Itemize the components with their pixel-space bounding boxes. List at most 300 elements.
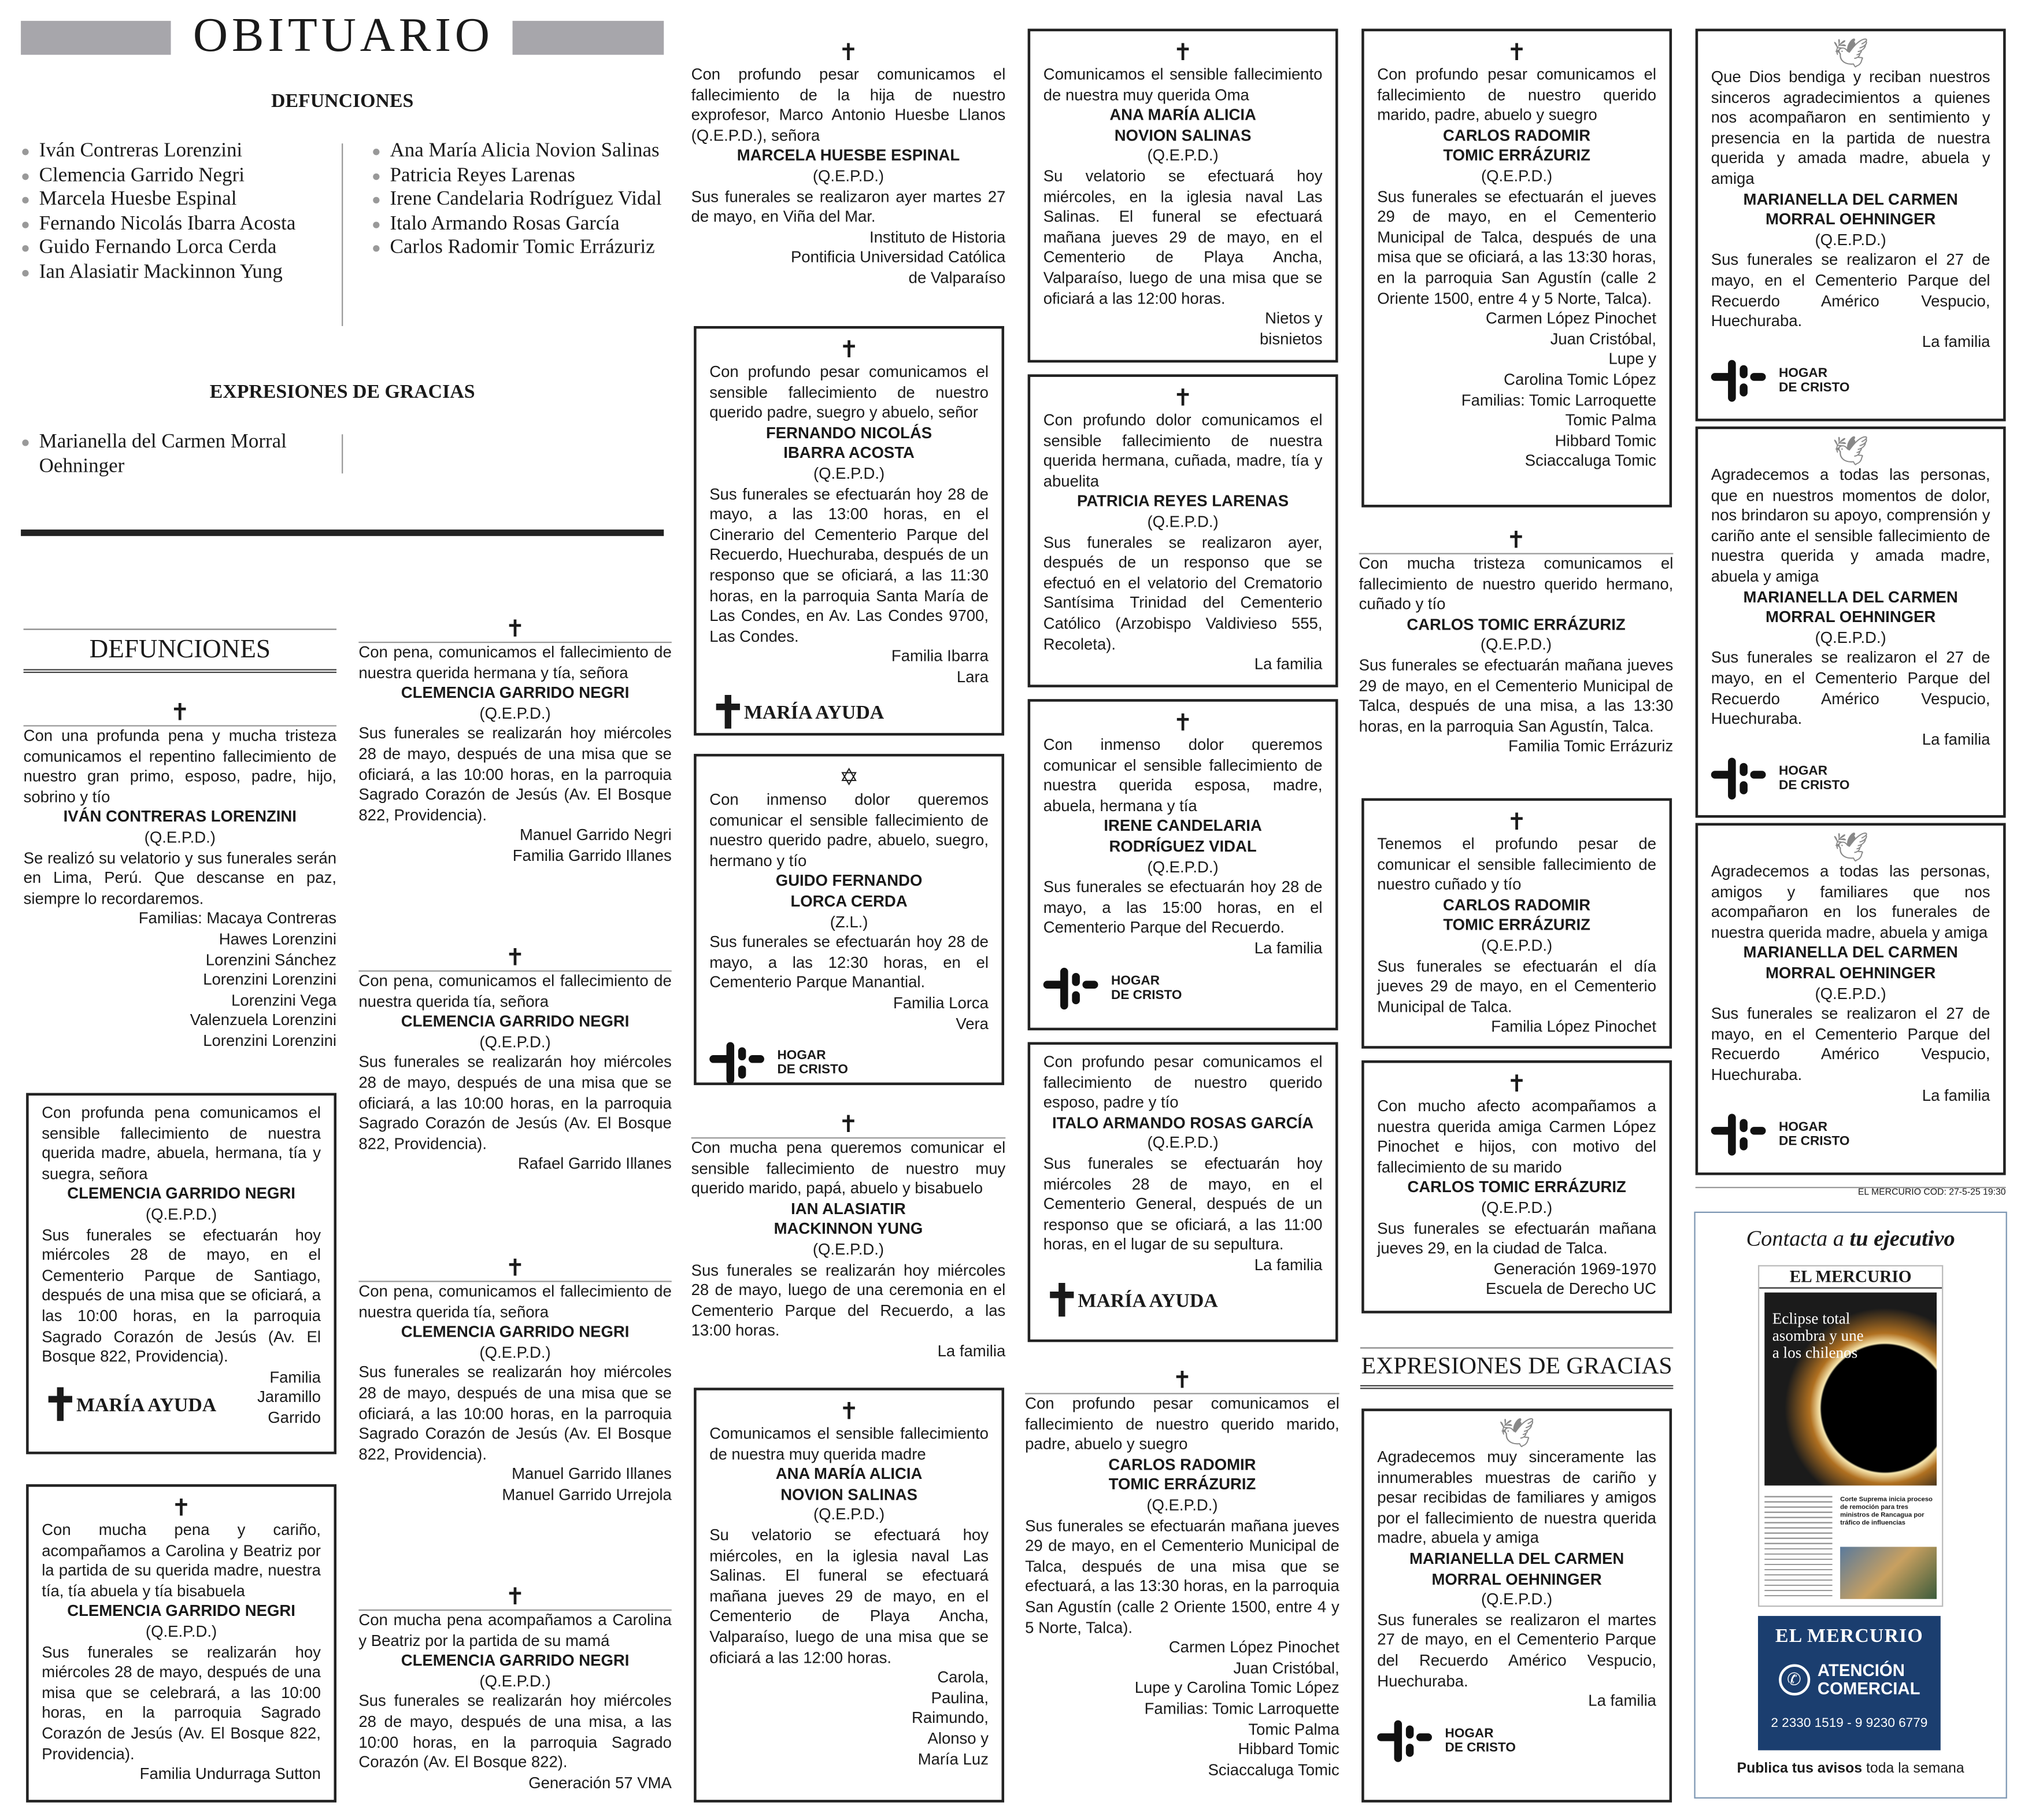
hogar-line-2: DE CRISTO bbox=[1111, 987, 1182, 1003]
notice-details: Sus funerales se efectuarán el jueves 29 de mayo, en el Cementerio Municipal de Talca, después de una misa que se oficiará, a las 13:30 horas, en la parroquia San Agustín (calle 2 Oriente 1500, entre 4 y 5 Norte, Talca). bbox=[1377, 187, 1656, 308]
deceased-name-2: TOMIC ERRÁZURIZ bbox=[1443, 916, 1590, 935]
hogar-de-cristo-mark-icon bbox=[1711, 758, 1768, 800]
notice-intro: Con mucho afecto acompañamos a nuestra querida amiga Carmen López Pinochet e hijos, con motivo del fallecimiento de su marido bbox=[1377, 1097, 1656, 1177]
hogar-line-1: HOGAR bbox=[1779, 367, 1828, 382]
signature-block bbox=[1043, 1256, 1323, 1276]
signature-line: Juan Cristóbal, bbox=[1233, 1658, 1339, 1677]
notice-clemencia-garrido-6 bbox=[358, 1584, 671, 1794]
signature-line: Lara bbox=[956, 667, 989, 686]
signature-line: Familia Garrido Illanes bbox=[512, 846, 672, 865]
notice-intro: Con una profunda pena y mucha tristeza comunicamos el repentino fallecimiento de nuestro gran primo, esposo, padre, hijo, sobrino y tío bbox=[23, 726, 337, 806]
signature-line: Escuela de Derecho UC bbox=[1486, 1279, 1656, 1299]
notice-details: Sus funerales se realizaron el 27 de mayo, en el Cementerio Parque del Recuerdo Américo Vespucio, Huechuraba. bbox=[1711, 1004, 1990, 1084]
ad-cta-bold: Publica tus avisos bbox=[1737, 1760, 1863, 1777]
crucifix-icon: ✝ bbox=[42, 1382, 79, 1430]
notice-intro: Con mucha pena queremos comunicar el sensible fallecimiento de nuestro muy querido marido, papá, abuelo y bisabuelo bbox=[691, 1138, 1006, 1198]
deceased-name: GUIDO FERNANDO bbox=[775, 871, 923, 890]
hogar-line-1: HOGAR bbox=[1779, 764, 1828, 779]
index-gracias-heading: EXPRESIONES DE GRACIAS bbox=[209, 382, 475, 404]
notice-intro: Con profundo dolor comunicamos el sensible fallecimiento de nuestra querida hermana, cuñada, madre, tía y abuelita bbox=[1043, 410, 1323, 490]
signature-block bbox=[1711, 1086, 1990, 1106]
index-entry: Irene Candelaria Rodríguez Vidal bbox=[373, 188, 667, 212]
signature-line: Jaramillo bbox=[257, 1388, 321, 1407]
deceased-name: MARIANELLA DEL CARMEN bbox=[1743, 190, 1958, 208]
index-divider bbox=[342, 143, 343, 326]
ad-brand-box bbox=[1758, 1616, 1941, 1750]
deceased-name: CARLOS RADOMIR bbox=[1108, 1455, 1256, 1474]
cross-icon: ✝ bbox=[1025, 1367, 1339, 1394]
signature-line: La familia bbox=[1588, 1692, 1656, 1710]
index-entry: Ian Alasiatir Mackinnon Yung bbox=[22, 261, 328, 285]
index-list-col2 bbox=[373, 139, 667, 261]
deceased-name: IRENE CANDELARIA bbox=[1104, 817, 1262, 835]
notice-intro: Con profundo pesar comunicamos el sensible fallecimiento de nuestro querido padre, suegro y abuelo, señor bbox=[709, 362, 989, 422]
qepd-label: (Q.E.P.D.) bbox=[1481, 1198, 1553, 1217]
dove-icon: 🕊 bbox=[1498, 1416, 1535, 1449]
index-entry: Fernando Nicolás Ibarra Acosta bbox=[22, 212, 328, 236]
signature-line: Familias: Tomic Larroquette bbox=[1461, 390, 1656, 409]
hogar-line-1: HOGAR bbox=[1111, 974, 1160, 988]
signature-line: Hawes Lorenzini bbox=[219, 930, 337, 948]
qepd-label: (Q.E.P.D.) bbox=[1481, 1590, 1553, 1608]
signature-block bbox=[1043, 939, 1323, 959]
hogar-line-1: HOGAR bbox=[1779, 1120, 1828, 1135]
signature-line: Manuel Garrido Urrejola bbox=[502, 1485, 672, 1504]
deceased-name-2: MACKINNON YUNG bbox=[774, 1220, 923, 1238]
signature-line: La familia bbox=[937, 1342, 1006, 1360]
signature-line: Paulina, bbox=[931, 1688, 989, 1707]
deceased-name-2: LORCA CERDA bbox=[790, 891, 908, 911]
signature-line: Familias: Tomic Larroquette bbox=[1144, 1699, 1339, 1718]
ad-cta-rest: toda la semana bbox=[1862, 1760, 1964, 1777]
index-list-col1 bbox=[22, 139, 328, 285]
hogar-de-cristo-logo bbox=[1711, 758, 1990, 800]
deceased-name-2: NOVION SALINAS bbox=[780, 1485, 917, 1504]
notice-carlos-tomic-2 bbox=[1361, 29, 1672, 508]
notice-clemencia-garrido-5 bbox=[358, 1255, 671, 1505]
signature-line: Lorenzini Sánchez bbox=[205, 950, 337, 969]
notice-italo-rosas bbox=[1028, 1042, 1338, 1342]
signature-line: Carola, bbox=[937, 1668, 989, 1687]
deceased-name: CLEMENCIA GARRIDO NEGRI bbox=[401, 1012, 630, 1031]
cross-icon: ✝ bbox=[1359, 527, 1674, 554]
cross-icon: ✝ bbox=[839, 1398, 859, 1425]
notice-marianella-morral-2 bbox=[1696, 29, 2006, 421]
cross-icon: ✝ bbox=[1507, 1071, 1527, 1097]
deceased-name-2: TOMIC ERRÁZURIZ bbox=[1443, 146, 1590, 165]
signature-line: Carmen López Pinochet bbox=[1485, 309, 1656, 328]
deceased-name: MARIANELLA DEL CARMEN bbox=[1743, 587, 1958, 606]
deceased-name: ITALO ARMANDO ROSAS GARCÍA bbox=[1052, 1114, 1314, 1132]
cross-icon: ✝ bbox=[839, 336, 859, 363]
notice-details: Su velatorio se efectuará hoy miércoles, en la iglesia naval Las Salinas. El funeral se efectuará mañana jueves 29 de mayo, en el Cementerio de Playa Ancha, Valparaíso, luego de una misa que se oficiará a las 12:00 horas. bbox=[709, 1526, 989, 1666]
notice-clemencia-garrido-3 bbox=[358, 616, 671, 867]
deceased-name: PATRICIA REYES LARENAS bbox=[1077, 492, 1289, 511]
signature-line: Familia Tomic Errázuriz bbox=[1508, 737, 1674, 756]
notice-carlos-tomic-5 bbox=[1361, 1060, 1672, 1314]
signature-line: La familia bbox=[1922, 332, 1990, 351]
cross-icon: ✝ bbox=[358, 1584, 671, 1611]
cross-icon: ✝ bbox=[691, 1111, 1006, 1138]
notice-intro: Con profundo pesar comunicamos el fallecimiento de nuestro querido esposo, padre y tío bbox=[1043, 1052, 1323, 1112]
cross-icon: ✝ bbox=[838, 39, 858, 65]
qepd-label: (Q.E.P.D.) bbox=[145, 1205, 217, 1223]
qepd-label: (Q.E.P.D.) bbox=[1147, 1134, 1219, 1152]
notice-intro: Con pena, comunicamos el fallecimiento de nuestra querida hermana y tía, señora bbox=[358, 643, 672, 682]
index-defunciones-heading: DEFUNCIONES bbox=[271, 91, 414, 113]
qepd-label: (Q.E.P.D.) bbox=[1146, 1496, 1218, 1515]
hogar-de-cristo-logo bbox=[709, 1042, 989, 1084]
signature-block bbox=[1711, 730, 1990, 750]
cross-icon: ✝ bbox=[358, 944, 671, 971]
qepd-label: (Q.E.P.D.) bbox=[1147, 512, 1219, 531]
notice-details: Sus funerales se efectuarán mañana jueves 29, en la ciudad de Talca. bbox=[1377, 1219, 1656, 1258]
notice-intro: Con pena, comunicamos el fallecimiento de nuestra querida tía, señora bbox=[358, 1282, 672, 1321]
signature-block bbox=[709, 648, 989, 688]
section-head-gracias: EXPRESIONES DE GRACIAS bbox=[1360, 1347, 1673, 1389]
paper-masthead: EL MERCURIO bbox=[1759, 1266, 1942, 1288]
ad-title-a: Contacta a bbox=[1746, 1226, 1850, 1251]
signature-block bbox=[709, 994, 989, 1034]
signature-line: Garrido bbox=[268, 1408, 321, 1427]
paper-bottom-photo bbox=[1840, 1547, 1937, 1599]
maria-ayuda-logo bbox=[709, 689, 989, 738]
deceased-name: IVÁN CONTRERAS LORENZINI bbox=[63, 808, 297, 826]
maria-ayuda-text: MARÍA AYUDA bbox=[743, 702, 885, 724]
signature-line: Familia López Pinochet bbox=[1491, 1018, 1656, 1036]
hogar-line-2: DE CRISTO bbox=[1779, 381, 1850, 396]
index-list-gracias bbox=[22, 430, 328, 479]
notice-intro: Comunicamos el sensible fallecimiento de nuestra muy querida Oma bbox=[1043, 65, 1323, 104]
cross-icon: ✝ bbox=[1507, 808, 1527, 835]
notice-intro: Que Dios bendiga y reciban nuestros sinceros agradecimientos a quienes nos acompañaron en sentimiento y presencia en la partida de nuestra querida y amada madre, abuela y amiga bbox=[1711, 68, 1990, 188]
notice-clemencia-garrido-1 bbox=[26, 1093, 336, 1454]
notice-details: Sus funerales se realizaron el 27 de mayo, en el Cementerio Parque del Recuerdo Américo Vespucio, Huechuraba. bbox=[1711, 250, 1990, 331]
qepd-label: (Q.E.P.D.) bbox=[479, 1343, 551, 1362]
dove-icon: 🕊 bbox=[1832, 434, 1869, 467]
qepd-label: (Q.E.P.D.) bbox=[1147, 146, 1219, 165]
notice-intro: Agradecemos a todas las personas, que en nuestros momentos de dolor, nos brindaron su apoyo, comprensión y cariño ante el sensible fallecimiento de nuestra querida y amada madre, abuela y amiga bbox=[1711, 465, 1990, 586]
qepd-label: (Q.E.P.D.) bbox=[812, 1240, 885, 1259]
notice-carlos-tomic-4 bbox=[1361, 798, 1672, 1049]
qepd-label: (Q.E.P.D.) bbox=[1481, 167, 1553, 186]
signature-line: La familia bbox=[1254, 1256, 1323, 1274]
cross-icon: ✝ bbox=[24, 699, 336, 726]
notice-ian-mackinnon bbox=[691, 1111, 1006, 1362]
deceased-name: MARIANELLA DEL CARMEN bbox=[1743, 943, 1958, 962]
notice-intro: Con profunda pena comunicamos el sensible fallecimiento de nuestra querida madre, abuela, hermana, tía y suegra, señora bbox=[42, 1103, 321, 1183]
notice-ivan-contreras bbox=[24, 699, 336, 1052]
signature-line: Familia Ibarra bbox=[891, 647, 989, 666]
signature-line: Tomic Palma bbox=[1565, 410, 1656, 430]
signature-row bbox=[42, 1368, 321, 1429]
advertisement[interactable] bbox=[1694, 1212, 2007, 1799]
signature-line: La familia bbox=[1254, 939, 1323, 957]
notice-carlos-tomic-3 bbox=[1359, 527, 1674, 757]
hogar-de-cristo-logo bbox=[1043, 967, 1323, 1009]
notice-marianella-morral-1 bbox=[1361, 1408, 1672, 1802]
notice-intro: Con profundo pesar comunicamos el fallecimiento de nuestro querido marido, padre, abuelo y suegro bbox=[1025, 1394, 1339, 1453]
deceased-name-2: MORRAL OEHNINGER bbox=[1765, 210, 1936, 229]
deceased-name: FERNANDO NICOLÁS bbox=[765, 423, 932, 442]
notice-intro: Con profundo pesar comunicamos el fallecimiento de la hija de nuestro exprofesor, Marco Antonio Huesbe Llanos (Q.E.P.D.), señora bbox=[691, 65, 1006, 145]
signature-line: Generación 1969-1970 bbox=[1493, 1259, 1656, 1278]
hogar-de-cristo-mark-icon bbox=[1043, 967, 1101, 1009]
notice-details: Sus funerales se efectuarán mañana jueves 29 de mayo, en el Cementerio Municipal de Talca, después de una misa, a las 13:30 horas, en la parroquia San Agustín, Talca. bbox=[1359, 656, 1674, 735]
ad-service-l2: COMERCIAL bbox=[1817, 1678, 1920, 1699]
cross-icon: ✝ bbox=[1173, 384, 1193, 411]
hogar-line-2: DE CRISTO bbox=[777, 1063, 848, 1078]
notice-clemencia-garrido-4 bbox=[358, 944, 671, 1175]
signature-line: Rafael Garrido Illanes bbox=[517, 1155, 672, 1173]
signature-line: Alonso y bbox=[927, 1729, 989, 1748]
hogar-line-2: DE CRISTO bbox=[1445, 1740, 1516, 1755]
cross-icon: ✝ bbox=[1507, 39, 1527, 65]
maria-ayuda-logo bbox=[42, 1382, 217, 1430]
qepd-label: (Q.E.P.D.) bbox=[1147, 857, 1219, 876]
notice-intro: Con mucha pena acompañamos a Carolina y Beatriz por la partida de su mamá bbox=[358, 1611, 672, 1649]
crucifix-icon: ✝ bbox=[1043, 1277, 1081, 1326]
hogar-de-cristo-logo bbox=[1711, 360, 1990, 402]
signature-line: Familia Undurraga Sutton bbox=[139, 1764, 321, 1784]
index-bottom-rule bbox=[21, 530, 664, 536]
notice-marcela-huesbe bbox=[691, 39, 1006, 289]
notice-intro: Con profundo pesar comunicamos el fallecimiento de nuestro querido marido, padre, abuelo y suegro bbox=[1377, 65, 1656, 124]
deceased-name: CARLOS RADOMIR bbox=[1443, 896, 1591, 914]
hogar-line-2: DE CRISTO bbox=[1779, 1134, 1850, 1149]
ad-service-l1: ATENCIÓN bbox=[1817, 1660, 1905, 1680]
qepd-label: (Q.E.P.D.) bbox=[1815, 628, 1886, 647]
signature-line: Familias: Macaya Contreras bbox=[138, 909, 337, 928]
hogar-line-2: DE CRISTO bbox=[1779, 779, 1850, 794]
notice-details: Sus funerales se efectuarán hoy miércoles 28 de mayo, en el Cementerio Parque de Santiago, después de una misa que se oficiará, a las 10:00 horas, en la parroquia Sagrado Corazón de Jesús (Av. El Bosque 822, Providencia). bbox=[42, 1225, 321, 1366]
signature-line: Valenzuela Lorenzini bbox=[190, 1011, 337, 1030]
hogar-de-cristo-mark-icon bbox=[709, 1042, 767, 1084]
notice-details: Sus funerales se realizaron el 27 de mayo, en el Cementerio Parque del Recuerdo Américo Vespucio, Huechuraba. bbox=[1711, 648, 1990, 728]
index-entry: Ana María Alicia Novion Salinas bbox=[373, 139, 667, 164]
notice-details: Sus funerales se realizarán hoy miércoles 28 de mayo, después de una misa que se oficiará, a las 10:00 horas, en la parroquia Sagrado Corazón de Jesús (Av. El Bosque 822, Providencia). bbox=[358, 724, 672, 824]
signature-line: Hibbard Tomic bbox=[1238, 1740, 1339, 1759]
notice-patricia-reyes bbox=[1028, 374, 1338, 687]
notice-irene-rodriguez bbox=[1028, 699, 1338, 1030]
cross-icon: ✝ bbox=[358, 616, 671, 643]
signature-line: Manuel Garrido Illanes bbox=[512, 1465, 672, 1484]
signature-line: Carmen López Pinochet bbox=[1168, 1638, 1339, 1657]
index-entry: Iván Contreras Lorenzini bbox=[22, 139, 328, 164]
signature-line: Juan Cristóbal, bbox=[1550, 330, 1656, 348]
notice-details: Sus funerales se realizarán hoy miércoles 28 de mayo, después de una misa, a las 10:00 horas, en la parroquia Sagrado Corazón (Av. El Bosque 822). bbox=[358, 1692, 672, 1771]
star-of-david-icon: ✡ bbox=[839, 764, 859, 791]
signature-line: La familia bbox=[1922, 1086, 1990, 1104]
paper-headline: Eclipse total asombra y une a los chilenos bbox=[1772, 1309, 1864, 1362]
signature-line: La familia bbox=[1922, 730, 1990, 749]
deceased-name: CARLOS TOMIC ERRÁZURIZ bbox=[1407, 1178, 1626, 1197]
cross-icon: ✝ bbox=[1173, 39, 1193, 65]
qepd-label: (Q.E.P.D.) bbox=[1481, 936, 1553, 955]
signature-line: Lorenzini Lorenzini bbox=[203, 970, 337, 989]
hogar-de-cristo-text bbox=[1779, 765, 1849, 794]
notice-details: Se realizó su velatorio y sus funerales serán en Lima, Perú. Que descanse en paz, siempre lo recordaremos. bbox=[23, 848, 337, 908]
deceased-name: CLEMENCIA GARRIDO NEGRI bbox=[401, 1651, 630, 1670]
signature-block bbox=[257, 1368, 321, 1429]
qepd-label: (Z.L.) bbox=[830, 912, 868, 931]
hogar-de-cristo-text bbox=[1445, 1726, 1516, 1755]
qepd-label: (Q.E.P.D.) bbox=[812, 167, 885, 186]
section-head-defunciones: DEFUNCIONES bbox=[24, 628, 336, 673]
notice-details: Sus funerales se efectuarán mañana jueves 29 de mayo, en el Cementerio Municipal de Talca, después de una misa que se efectuará, a las 13:30 horas, en la parroquia San Agustín (calle 2 Oriente 1500, entre 4 y 5 Norte, Talca). bbox=[1025, 1516, 1339, 1637]
notice-details: Sus funerales se efectuarán hoy 28 de mayo, a las 12:30 horas, en el Cementerio Parque Manantial. bbox=[709, 933, 989, 992]
header-bar-left bbox=[21, 21, 171, 55]
dove-icon: 🕊 bbox=[1832, 831, 1869, 864]
qepd-label: (Q.E.P.D.) bbox=[479, 1033, 551, 1051]
deceased-name-2: RODRÍGUEZ VIDAL bbox=[1109, 837, 1257, 856]
signature-line: Raimundo, bbox=[911, 1708, 989, 1727]
deceased-name: MARCELA HUESBE ESPINAL bbox=[737, 146, 960, 165]
notice-details: Sus funerales se realizarán hoy miércoles 28 de mayo, luego de una ceremonia en el Cementerio Parque del Recuerdo, a las 13:00 horas. bbox=[691, 1260, 1006, 1340]
index-entry: Guido Fernando Lorca Cerda bbox=[22, 236, 328, 261]
qepd-label: (Q.E.P.D.) bbox=[813, 1505, 885, 1524]
hogar-de-cristo-text bbox=[1111, 974, 1182, 1003]
notice-details: Sus funerales se efectuarán hoy 28 de mayo, a las 15:00 horas, en el Cementerio Parque del Recuerdo. bbox=[1043, 878, 1323, 937]
notice-intro: Agradecemos muy sinceramente las innumerables muestras de cariño y pesar recibidas de familiares y amigos por el fallecimiento de nuestra querida madre, abuela y amiga bbox=[1377, 1448, 1656, 1548]
notice-details: Sus funerales se realizarán hoy miércoles 28 de mayo, después de una misa que se celebrará, a las 10:00 horas, en la parroquia Sagrado Corazón de Jesús (Av. El Bosque 822, Providencia). bbox=[42, 1643, 321, 1763]
notice-details: Sus funerales se efectuarán hoy miércoles 28 de mayo, en el Cementerio General, después de un responso que se oficiará, a las 11:00 horas, en el lugar de su sepultura. bbox=[1043, 1154, 1323, 1254]
signature-line: Hibbard Tomic bbox=[1555, 431, 1656, 450]
signature-line: Sciaccaluga Tomic bbox=[1524, 452, 1656, 470]
page-title: OBITUARIO bbox=[193, 9, 494, 63]
dove-icon: 🕊 bbox=[1832, 36, 1869, 69]
hogar-de-cristo-mark-icon bbox=[1711, 1114, 1768, 1156]
index-entry: Italo Armando Rosas García bbox=[373, 212, 667, 236]
notice-intro: Con inmenso dolor queremos comunicar el sensible fallecimiento de nuestro querido padre, abuelo, suegro, hermano y tío bbox=[709, 790, 989, 870]
deceased-name-2: IBARRA ACOSTA bbox=[783, 443, 915, 463]
notice-details: Sus funerales se realizarán hoy miércoles 28 de mayo, después de una misa que se oficiará, a las 10:00 horas, en la parroquia Sagrado Corazón de Jesús (Av. El Bosque 822, Providencia). bbox=[358, 1053, 672, 1153]
signature-line: Manuel Garrido Negri bbox=[519, 826, 672, 845]
notice-details: Sus funerales se efectuarán el día jueves 29 de mayo, en el Cementerio Municipal de Talca. bbox=[1377, 956, 1656, 1016]
signature-line: Lupe y Carolina Tomic López bbox=[1134, 1679, 1339, 1697]
deceased-name: ANA MARÍA ALICIA bbox=[775, 1464, 923, 1484]
signature-block bbox=[1377, 1692, 1656, 1712]
ad-phones: 2 2330 1519 - 9 9230 6779 bbox=[1771, 1716, 1928, 1731]
hogar-line-1: HOGAR bbox=[777, 1049, 826, 1063]
hogar-de-cristo-logo bbox=[1377, 1720, 1656, 1762]
notice-fernando-ibarra bbox=[694, 326, 1004, 738]
qepd-label: (Q.E.P.D.) bbox=[1815, 230, 1886, 249]
paper-subhead: Corte Suprema inicia proceso de remoción para tres ministros de Rancagua por tráfico de influencias bbox=[1840, 1496, 1933, 1527]
notice-details: Su velatorio se efectuará hoy miércoles, en la iglesia naval Las Salinas. El funeral se efectuará mañana jueves 29 de mayo, en el Cementerio de Playa Ancha, Valparaíso, luego de una misa que se oficiará a las 12:00 horas. bbox=[1043, 167, 1323, 308]
signature-line: Generación 57 VMA bbox=[528, 1773, 672, 1792]
qepd-label: (Q.E.P.D.) bbox=[145, 1622, 217, 1641]
footer-code: EL MERCURIO COD: 27-5-25 19:30 bbox=[1857, 1188, 2006, 1197]
signature-block bbox=[1711, 332, 1990, 353]
signature-line: Lupe y bbox=[1608, 350, 1656, 368]
notice-intro: Con inmenso dolor queremos comunicar el sensible fallecimiento de nuestra querida esposa, madre, abuela, hermana y tía bbox=[1043, 735, 1323, 815]
signature-line: Pontificia Universidad Católica bbox=[790, 248, 1006, 267]
notice-intro: Comunicamos el sensible fallecimiento de nuestra muy querida madre bbox=[709, 1424, 989, 1463]
crucifix-icon: ✝ bbox=[709, 689, 747, 738]
ad-newspaper-thumbnail bbox=[1758, 1265, 1943, 1607]
index-entry: Marianella del Carmen Morral Oehninger bbox=[22, 430, 328, 479]
header-bar-right bbox=[513, 21, 664, 55]
maria-ayuda-text: MARÍA AYUDA bbox=[76, 1395, 217, 1416]
notice-carlos-tomic-1 bbox=[1025, 1367, 1339, 1781]
hogar-de-cristo-mark-icon bbox=[1711, 360, 1768, 402]
hogar-de-cristo-text bbox=[1779, 1120, 1849, 1149]
deceased-name-2: MORRAL OEHNINGER bbox=[1431, 1570, 1602, 1588]
notice-details: Sus funerales se efectuarán hoy 28 de mayo, a las 13:00 horas, en el Cinerario del Cementerio Parque del Recuerdo, Huechuraba, después de un responso que se oficiará, a las 11:30 horas, en la parroquia Santa María de Las Condes, en Av. Las Condes 9700, Las Condes. bbox=[709, 484, 989, 646]
cross-icon: ✝ bbox=[171, 1495, 191, 1521]
qepd-label: (Q.E.P.D.) bbox=[813, 464, 885, 483]
deceased-name-2: NOVION SALINAS bbox=[1114, 126, 1252, 145]
index-entry: Patricia Reyes Larenas bbox=[373, 164, 667, 188]
qepd-label: (Q.E.P.D.) bbox=[1480, 635, 1552, 654]
notice-intro: Con mucha tristeza comunicamos el fallecimiento de nuestro querido hermano, cuñado y tío bbox=[1359, 554, 1674, 613]
notice-ana-maria-novion-2 bbox=[1028, 29, 1338, 363]
signature-line: Vera bbox=[956, 1014, 989, 1033]
deceased-name: CLEMENCIA GARRIDO NEGRI bbox=[401, 1322, 630, 1341]
signature-line: bisnietos bbox=[1259, 330, 1323, 348]
notice-guido-lorca bbox=[694, 754, 1004, 1085]
qepd-label: (Q.E.P.D.) bbox=[1815, 984, 1886, 1003]
signature-line: Familia Lorca bbox=[893, 993, 989, 1012]
deceased-name-2: TOMIC ERRÁZURIZ bbox=[1108, 1475, 1256, 1494]
qepd-label: (Q.E.P.D.) bbox=[144, 828, 216, 847]
deceased-name-2: MORRAL OEHNINGER bbox=[1765, 608, 1936, 627]
index-entry: Marcela Huesbe Espinal bbox=[22, 188, 328, 212]
signature-line: de Valparaíso bbox=[908, 268, 1006, 287]
signature-line: Lorenzini Lorenzini bbox=[203, 1031, 337, 1050]
notice-intro: Agradecemos a todas las personas, amigos y familiares que nos acompañaron en los funerales de nuestra querida madre, abuela y amiga bbox=[1711, 862, 1990, 942]
deceased-name: IAN ALASIATIR bbox=[791, 1199, 906, 1218]
deceased-name: CLEMENCIA GARRIDO NEGRI bbox=[401, 683, 630, 702]
cross-icon: ✝ bbox=[1173, 709, 1193, 736]
hogar-line-1: HOGAR bbox=[1445, 1726, 1494, 1741]
ad-cta bbox=[1696, 1760, 2006, 1776]
deceased-name: CARLOS TOMIC ERRÁZURIZ bbox=[1407, 615, 1626, 634]
deceased-name: CLEMENCIA GARRIDO NEGRI bbox=[67, 1185, 295, 1203]
paper-columns bbox=[1764, 1496, 1832, 1600]
maria-ayuda-text: MARÍA AYUDA bbox=[1078, 1290, 1218, 1312]
signature-line: La familia bbox=[1254, 654, 1323, 674]
signature-line: Instituto de Historia bbox=[869, 228, 1006, 246]
notice-intro: Con mucha pena y cariño, acompañamos a Carolina y Beatriz por la partida de su querida madre, nuestra tía, tía abuela y tía bisabuela bbox=[42, 1521, 321, 1600]
hogar-de-cristo-logo bbox=[1711, 1114, 1990, 1156]
deceased-name: ANA MARÍA ALICIA bbox=[1109, 106, 1256, 124]
deceased-name: CARLOS RADOMIR bbox=[1443, 126, 1591, 145]
ad-brand: EL MERCURIO bbox=[1775, 1626, 1923, 1648]
notice-marianella-morral-3 bbox=[1696, 427, 2006, 818]
qepd-label: (Q.E.P.D.) bbox=[479, 704, 551, 723]
phone-icon: ✆ bbox=[1778, 1664, 1809, 1696]
paper-photo bbox=[1764, 1293, 1937, 1486]
notice-details: Sus funerales se realizaron el martes 27 de mayo, en el Cementerio Parque del Recuerdo Américo Vespucio, Huechuraba. bbox=[1377, 1610, 1656, 1690]
ad-title bbox=[1696, 1226, 2006, 1252]
qepd-label: (Q.E.P.D.) bbox=[479, 1671, 551, 1690]
signature-line: María Luz bbox=[917, 1749, 989, 1768]
notice-details: Sus funerales se realizaron ayer martes 27 de mayo, en Viña del Mar. bbox=[691, 187, 1006, 226]
notice-intro: Con pena, comunicamos el fallecimiento de nuestra querida tía, señora bbox=[358, 971, 672, 1011]
index-entry: Clemencia Garrido Negri bbox=[22, 164, 328, 188]
signature-line: Familia bbox=[269, 1367, 321, 1386]
deceased-name: CLEMENCIA GARRIDO NEGRI bbox=[67, 1602, 295, 1621]
signature-line: Nietos y bbox=[1265, 309, 1323, 328]
hogar-de-cristo-text bbox=[778, 1049, 848, 1078]
cross-icon: ✝ bbox=[358, 1255, 671, 1282]
notice-marianella-morral-4 bbox=[1696, 823, 2006, 1175]
notice-intro: Tenemos el profundo pesar de comunicar el sensible fallecimiento de nuestro cuñado y tío bbox=[1377, 834, 1656, 894]
signature-line: Sciaccaluga Tomic bbox=[1208, 1760, 1339, 1779]
hogar-de-cristo-text bbox=[1779, 367, 1849, 396]
